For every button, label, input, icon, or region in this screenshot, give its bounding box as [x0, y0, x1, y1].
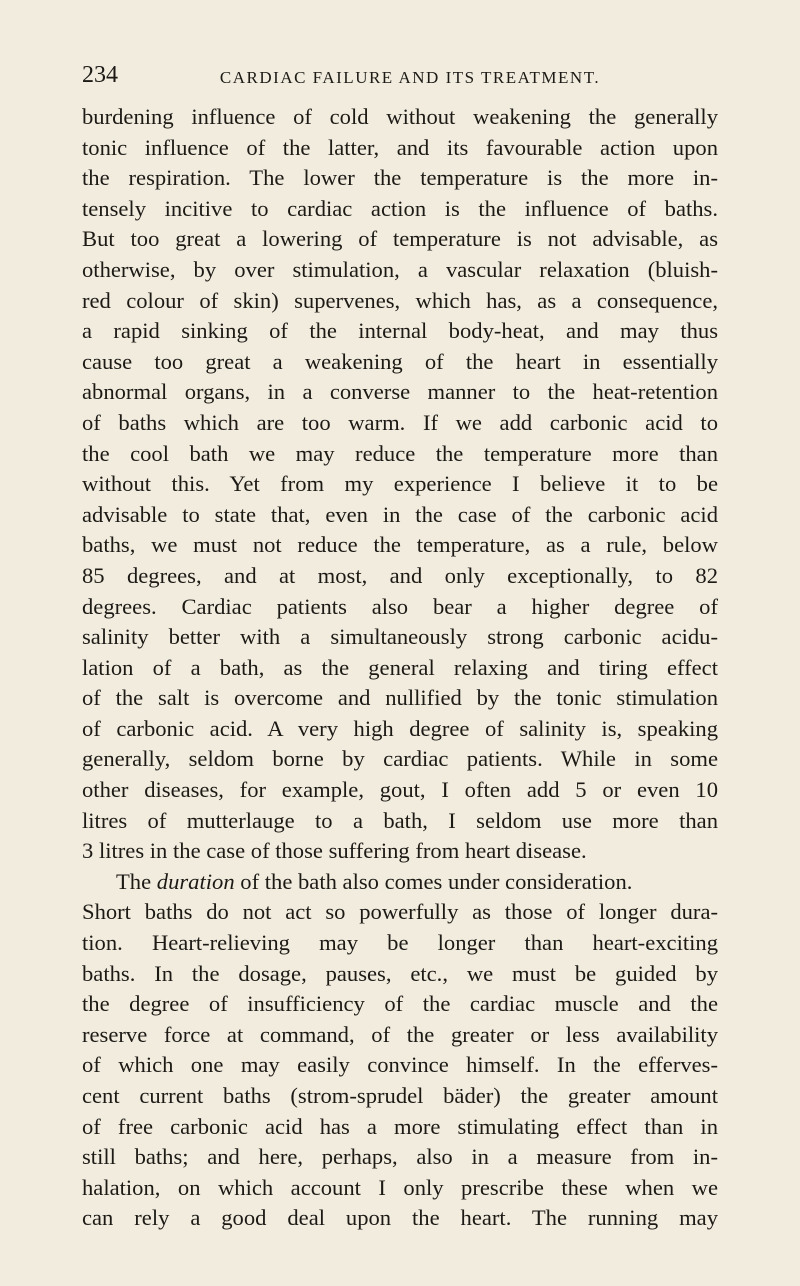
text-line: red colour of skin) supervenes, which has, as a consequence,	[82, 287, 718, 313]
text-line: 85 degrees, and at most, and only exceptionally, to 82	[82, 562, 718, 588]
emphasized-word: duration	[156, 868, 235, 894]
page-header	[82, 62, 718, 92]
text-line: salinity better with a simultaneously strong carbonic acidu-	[82, 624, 718, 650]
text-line: litres of mutterlauge to a bath, I seldom use more than	[82, 807, 718, 833]
text-line: of baths which are too warm. If we add carbonic acid to	[82, 409, 718, 435]
intro-before: The	[116, 868, 157, 894]
body-text	[82, 102, 718, 1234]
text-line: otherwise, by over stimulation, a vascular relaxation (bluish-	[82, 256, 718, 282]
text-line: advisable to state that, even in the case of the carbonic acid	[82, 501, 718, 527]
text-line: of the salt is overcome and nullified by the tonic stimulation	[82, 685, 718, 711]
text-line: the respiration. The lower the temperature is the more in-	[82, 165, 718, 191]
text-line: the degree of insufficiency of the cardiac muscle and the	[82, 991, 718, 1017]
text-line: tonic influence of the latter, and its favourable action upon	[82, 134, 718, 160]
text-line: lation of a bath, as the general relaxing and tiring effect	[82, 654, 718, 680]
text-line: Short baths do not act so powerfully as those of longer dura-	[82, 899, 718, 925]
text-line: generally, seldom borne by cardiac patients. While in some	[82, 746, 718, 772]
text-line: reserve force at command, of the greater or less availability	[82, 1021, 718, 1047]
text-line: 3 litres in the case of those suffering from heart disease.	[82, 838, 587, 864]
text-line: without this. Yet from my experience I believe it to be	[82, 471, 718, 497]
text-line: tensely incitive to cardiac action is the influence of baths.	[82, 195, 718, 221]
text-line: other diseases, for example, gout, I often add 5 or even 10	[82, 777, 718, 803]
text-line: a rapid sinking of the internal body-heat, and may thus	[82, 318, 718, 344]
text-line: baths, we must not reduce the temperature, as a rule, below	[82, 532, 718, 558]
text-line: can rely a good deal upon the heart. The running may	[82, 1205, 718, 1231]
text-line: the cool bath we may reduce the temperature more than	[82, 440, 718, 466]
text-line: halation, on which account I only prescribe these when we	[82, 1174, 718, 1200]
text-line: of carbonic acid. A very high degree of salinity is, speaking	[82, 715, 718, 741]
text-line: tion. Heart-relieving may be longer than heart-exciting	[82, 930, 718, 956]
running-head: CARDIAC FAILURE AND ITS TREATMENT.	[219, 68, 601, 87]
text-line: abnormal organs, in a converse manner to the heat-retention	[82, 379, 718, 405]
text-line: burdening influence of cold without weakening the generally	[82, 104, 718, 129]
text-line: cent current baths (strom-sprudel bäder) the greater amount	[82, 1083, 718, 1108]
text-line: still baths; and here, perhaps, also in a measure from in-	[82, 1144, 718, 1170]
page-number: 234	[82, 62, 118, 88]
text-line: of free carbonic acid has a more stimulating effect than in	[82, 1113, 718, 1139]
intro-after: of the bath also comes under consideration.	[234, 868, 633, 894]
text-line: of which one may easily convince himself. In the efferves-	[82, 1052, 718, 1078]
text-line: cause too great a weakening of the heart in essentially	[82, 348, 718, 374]
text-line: But too great a lowering of temperature is not advisable, as	[82, 226, 718, 252]
text-line: baths. In the dosage, pauses, etc., we must be guided by	[82, 960, 718, 986]
text-line: degrees. Cardiac patients also bear a higher degree of	[82, 593, 718, 619]
paragraph-intro-line	[82, 867, 718, 898]
